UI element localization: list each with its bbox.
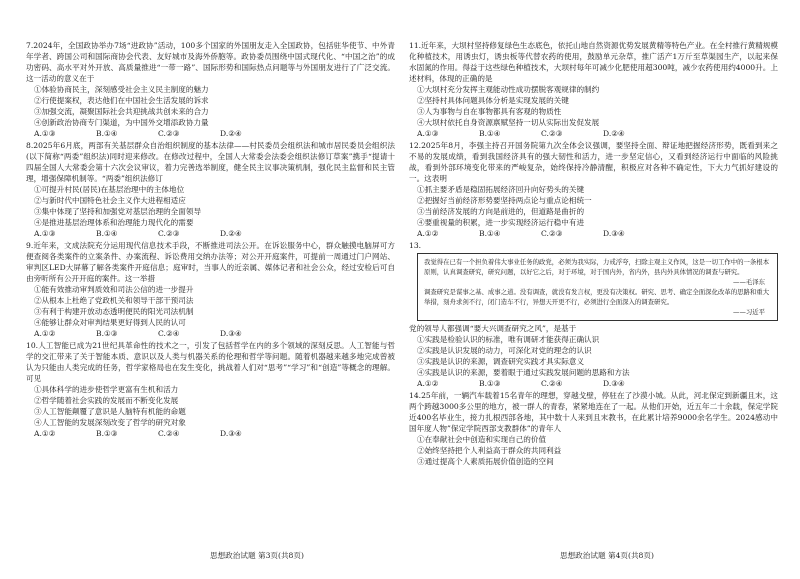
option: ②哲学随着社会实践的发展而不断变化发展: [34, 396, 179, 405]
answer-choice: B.①③: [96, 429, 118, 439]
option: ③集中体现了坚持和加强党对基层治理的全面领导: [34, 207, 202, 217]
quote-box: [417, 253, 778, 321]
option: ②实践是认识发展的动力，可深化对党的理念的认识: [417, 345, 592, 355]
question-14: [409, 390, 778, 467]
answer-choice: B.①④: [96, 129, 118, 139]
answer-choice: A.①②: [417, 229, 439, 239]
option: ④大坝村依托自身资源禀赋坚持一切从实际出发促发展: [417, 118, 600, 128]
question-block: [409, 40, 778, 139]
question-block: [26, 140, 395, 239]
answer-choice: B.①④: [96, 229, 118, 239]
answer-choice: A.①②: [417, 379, 439, 389]
option: ①在奉献社会中创造和实现自己的价值: [417, 434, 547, 444]
quote-mao: 我觉得在已有一个担负着伟大事业任务的政党，必须为我实际，力戒浮夸，扫除主观主义作风，这是一切工作中的一条根本原则，认真调查研究，研究问题，以好它之后，对于环境，对于国内外，省内外，县内外具体情况的调查与研究。: [424, 257, 770, 276]
question-block: [26, 240, 395, 339]
option: ①可提升村民(居民)在基层治理中的主体地位: [34, 185, 185, 195]
answer-choice: D.②④: [603, 129, 625, 139]
answer-choices: [409, 128, 778, 139]
answer-choice: A.①③: [34, 129, 56, 139]
option: ②与新时代中国特色社会主义作大进程相适应: [34, 196, 186, 206]
option: ④是推进基层治理体系和治理能力现代化的需要: [34, 218, 194, 228]
option: ④实践是认识的来源，要着眼于通过实践发展问题的思路和方法: [417, 368, 630, 378]
quote-author: ——毛泽东: [733, 277, 765, 286]
page-footer-right: 思想政治试题 第4页(共8页): [560, 551, 654, 560]
question-stem: 10.人工智能已成为21世纪具革命性的技术之一，引发了包括哲学在内的多个领域的深刻反思。人工智能与哲学的交汇带来了关于智能本质、意识以及人类与机器关系的伦理和哲学等问题。随着机器越来越多地完成曾被认为只能由人类完成的任务，哲学家格局也在发生变化，挑战着人们对“思考”“学习”和“创造”等概念的理解。可见: [26, 340, 395, 383]
option: ③实践是认识的来源，调查研究实践才具实际意义: [417, 357, 585, 367]
answer-choice: D.③④: [603, 379, 625, 389]
answer-choice: B.①④: [479, 129, 501, 139]
answer-choice: C.②③: [541, 229, 563, 239]
question-stem: 8.2025年6月底，两部有关基层群众自治组织制度的基本法律——村民委员会组织法和城市居民委员会组织法(以下简称“两委”组织法)同时迎来修改。在修改过程中，全国人大常委会法委会组织法修订草案”携手“提请十四届全国人大常委会第十六次会议审议，着力完善选举制度，健全民主议事决策机制，强化民主监督和民主管理，增强保障机制等。“两委”组织法修订: [26, 140, 395, 184]
answer-choice: D.②④: [220, 129, 242, 139]
option: ④要重视量的积累，进一步实现经济运行稳中有进: [417, 218, 585, 228]
answer-choice: D.②④: [220, 229, 242, 239]
question-number: 13.: [409, 240, 422, 250]
option: ②始终坚持把个人利益高于群众的共同利益: [417, 445, 562, 455]
option: ②坚持村具体问题具体分析是实现发展的关键: [417, 96, 569, 106]
option: ④能够让群众对审判结果更好得到人民的认可: [34, 318, 186, 328]
question-block: [409, 140, 778, 239]
answer-choice: D.③④: [220, 429, 242, 439]
option: ③有利于构建开放动态透明便民的阳光司法机制: [34, 307, 194, 317]
option: ③人工智能颠覆了意识是人脑特有机能的命题: [34, 407, 186, 417]
option: ①实践是检验认识的标准，唯有调研才能获得正确认识: [417, 334, 600, 344]
answer-choice: C.②④: [541, 379, 563, 389]
question-stem: 党的领导人都强调“要大兴调查研究之风”，是基于: [409, 323, 577, 333]
right-questions: [409, 40, 778, 239]
quote-xi: 调查研究是谋事之基、成事之道。没有调查，就没有发言权，更没有决策权。研究、思考、确定全面深化改革的思路和重大举措，刻舟求剑不行，闭门造车不行，异想天开更不行，必须进行全面深入的调查研究。: [424, 287, 770, 306]
answer-choice: C.②③: [541, 129, 563, 139]
right-column: [409, 40, 778, 579]
option: ①抓主要矛盾是稳固拓展经济回升向好势头的关键: [417, 185, 585, 195]
question-stem: 14.25年前，一辆汽车载着15名青年的理想，穿越戈壁，停驻在了沙漠小城。从此，河北保定到新疆且末，这两个跨越3000多公里的地方，被一群人的青春，紧紧地连在了一起。从他们开始，近五年二十余载，保定学院近400名毕业生，接力扎根西部各地，其中数十人来到且末教书，在此累计培养9000余名学生。2024感动中国年度人物”保定学院西部支教群体”的青年人: [409, 390, 778, 433]
answer-choices: [26, 328, 395, 339]
question-stem: 11.近年来，大坝村坚持修复绿色生态底色，依托山地自然资源优势发展黄精等特色产业。在全村推行黄精规模化种植技术，用诱虫灯，诱虫板等代替农药的使用，鼓励单元杂草，推广活产1万斤至草渠园生产，以起来保水固氮的作用。得益于这些绿色种植技术，大坝村每年可减少化肥使用超300吨，减少农药使用约4000升。上述材料，体现的正确的是: [409, 41, 778, 84]
question-block: [26, 340, 395, 439]
answer-choices: [26, 228, 395, 239]
option: ③加强交流，凝聚国际社会共迎挑战共创未来的合力: [34, 107, 209, 117]
quote-author: ——习近平: [733, 307, 765, 316]
question-block: [26, 40, 395, 139]
option: ④创新政治协商专门渠道，为中国外交增添政协力量: [34, 118, 209, 128]
answer-choice: B.①③: [96, 329, 118, 339]
option: ③当前经济发展的方向是前进的，但道路是曲折的: [417, 207, 585, 217]
answer-choice: B.①③: [479, 379, 501, 389]
question-13: [409, 240, 778, 389]
option: ②行使提案权，表达他们在中国社会生活发展的诉求: [34, 96, 209, 106]
answer-choices: [409, 378, 778, 389]
answer-choices: [26, 128, 395, 139]
answer-choice: D.③④: [603, 229, 625, 239]
option: ③人为事物与自在事物都具有客观的物质性: [417, 107, 562, 117]
answer-choice: A.①②: [34, 429, 56, 439]
question-stem: 12.2025年8月，李强主持召开国务院第九次全体会议强调，要坚持全面、辩证地把握经济形势，既看到来之不易的发展成绩，看到我国经济具有的强大韧性和活力，进一步坚定信心，又看到经济运行中面临的风险挑战，看到外部环境变化带来的严峻复杂，始终保持冷静清醒，积极应对各种不确定性，下大力气抓好建设的一。这表明: [409, 140, 778, 184]
option: ①大坝村充分发挥主观能动性成功摆脱客观规律的制约: [417, 85, 600, 95]
option: ①能有效推动审判质效和司法公信的进一步提升: [34, 285, 194, 295]
option: ④人工智能的发展深刻改变了哲学的研究对象: [34, 418, 186, 428]
question-stem: 7.2024年，全国政协举办7场“进政协”活动，100多个国家的外国朋友走入全国政协，包括驻华使节、中外青年学者、跨国公司和国际商协会代表、友好城市及海外侨胞等。政协委员围绕中国式现代化、“中国之治”的成功密码、高水平对外开放、高质量推进“一带一路”、国际形势和国际热点问题等与外国朋友进行了广泛交流。这一活动的意义在于: [26, 41, 395, 84]
option: ①具体科学的进步使哲学更富有生机和活力: [34, 384, 179, 394]
option: ②从根本上杜绝了党政机关和领导干部干预司法: [34, 296, 194, 306]
option: ②把握好当前经济形势要坚持两点论与重点论相统一: [417, 196, 592, 206]
answer-choice: C.②③: [158, 129, 180, 139]
answer-choice: B.①④: [479, 229, 501, 239]
option: ①体验协商民主，深刻感受社会主义民主制度的魅力: [34, 85, 209, 95]
answer-choice: A.①③: [417, 129, 439, 139]
question-stem: 9.近年来，文成法院充分运用现代信息技术手段，不断推进司法公开。在诉讼服务中心，群众触摸电脑屏可方便查阅各类案件的立案条件、办案流程、诉讼费用交纳办法等；对公开开庭案件，可提前一周通过门户网站、审判区LED大屏幕了解各类案件开庭信息；庭审时，当事人的近亲属、媒体记者和社会公众，经过安检后可自由旁听所有公开开庭的案件。这一举措: [26, 240, 395, 283]
answer-choice: A.①②: [34, 329, 56, 339]
answer-choice: A.①③: [34, 229, 56, 239]
page-footer-left: 思想政治试题 第3页(共8页): [210, 551, 304, 560]
left-column: [26, 40, 395, 579]
answer-choices: [409, 228, 778, 239]
answer-choice: C.②③: [158, 229, 180, 239]
answer-choice: C.②④: [158, 429, 180, 439]
answer-choice: C.②④: [158, 329, 180, 339]
option: ③通过提高个人素质拓展价值创造的空间: [417, 456, 554, 466]
answer-choice: D.③④: [220, 329, 242, 339]
answer-choices: [26, 428, 395, 439]
